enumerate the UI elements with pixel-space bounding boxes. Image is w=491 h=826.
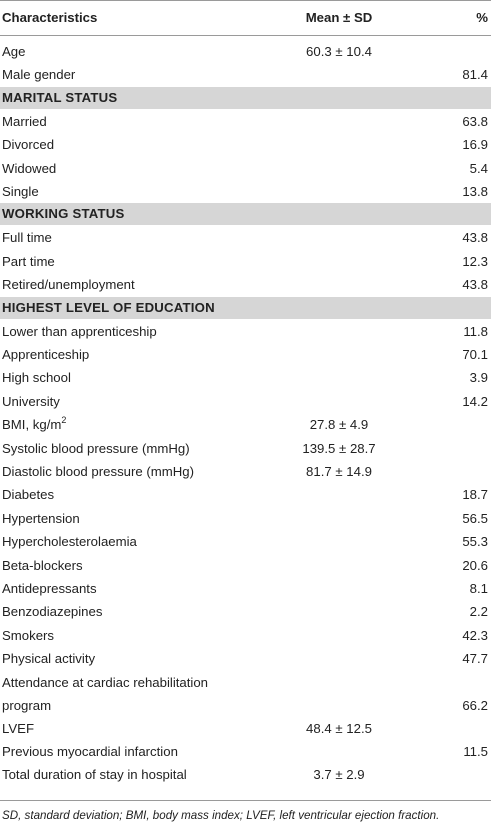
row-percent: 11.5 — [463, 744, 488, 759]
table-row — [0, 507, 491, 530]
row-mean-sd: 60.3 ± 10.4 — [306, 44, 372, 59]
table-row — [0, 671, 491, 717]
table-row — [0, 110, 491, 133]
table-row — [0, 133, 491, 156]
row-label-continued: program — [2, 697, 52, 713]
row-percent: 8.1 — [469, 581, 488, 596]
table-row — [0, 740, 491, 763]
row-percent: 56.5 — [462, 510, 488, 526]
row-label: Previous myocardial infarction — [2, 744, 178, 759]
row-label: Apprenticeship — [2, 347, 90, 362]
table-row — [0, 763, 491, 786]
table-row — [0, 413, 491, 436]
row-percent: 3.9 — [469, 370, 488, 386]
row-percent: 42.3 — [462, 627, 488, 643]
table-row — [0, 226, 491, 249]
row-label: High school — [2, 370, 71, 386]
row-label: Beta-blockers — [2, 557, 83, 573]
row-label: Systolic blood pressure (mmHg) — [2, 440, 190, 456]
row-percent: 43.8 — [462, 277, 488, 293]
row-label: Widowed — [2, 160, 57, 176]
section-header-row — [0, 203, 491, 225]
section-title: WORKING STATUS — [2, 206, 125, 222]
header-mean-sd: Mean ± SD — [305, 10, 373, 25]
table-row — [0, 577, 491, 600]
row-label: Hypercholesterolaemia — [2, 534, 137, 550]
row-label: Hypertension — [2, 510, 80, 526]
row-percent: 47.7 — [462, 651, 488, 667]
header-characteristics: Characteristics — [2, 10, 98, 25]
table-row — [0, 460, 491, 483]
table-footnote: SD, standard deviation; BMI, body mass index; LVEF, left ventricular ejection fraction. — [2, 809, 440, 822]
row-percent: 20.6 — [462, 557, 488, 573]
row-percent: 13.8 — [462, 184, 488, 199]
row-label: Attendance at cardiac rehabilitation — [2, 674, 209, 690]
table-row — [0, 180, 491, 203]
table-row — [0, 647, 491, 670]
section-header-row — [0, 87, 491, 109]
header-top-rule — [0, 0, 491, 1]
row-percent: 16.9 — [462, 137, 488, 153]
row-label: Lower than apprenticeship — [2, 323, 157, 339]
header-bottom-rule — [0, 35, 491, 36]
table-row — [0, 390, 491, 413]
table-row — [0, 343, 491, 366]
row-label: BMI, $kg/m^2$ — [2, 414, 67, 433]
table-row — [0, 624, 491, 647]
row-label: Part time — [2, 253, 55, 269]
row-label: LVEF — [2, 720, 35, 736]
section-title: MARITAL STATUS — [2, 89, 118, 105]
row-label: University — [2, 393, 60, 409]
header-percent: % — [476, 10, 488, 25]
row-percent: 66.2 — [462, 697, 488, 713]
table-row — [0, 40, 491, 63]
table-row — [0, 717, 491, 740]
row-percent: 81.4 — [462, 67, 488, 83]
row-label: Diabetes — [2, 487, 55, 503]
row-mean-sd: 139.5 ± 28.7 — [302, 440, 376, 456]
table-row — [0, 250, 491, 273]
row-percent: 12.3 — [462, 253, 488, 269]
row-label: Diastolic blood pressure (mmHg) — [2, 464, 195, 479]
row-percent: 43.8 — [462, 230, 488, 246]
row-percent: 5.4 — [469, 160, 488, 176]
row-mean-sd: 48.4 ± 12.5 — [306, 720, 372, 736]
table-row — [0, 530, 491, 553]
table-header-row — [0, 0, 491, 34]
row-label: Divorced — [2, 137, 55, 153]
row-percent: 14.2 — [462, 393, 488, 409]
row-label: Single — [2, 184, 39, 199]
row-percent: 63.8 — [462, 113, 488, 129]
row-percent: 55.3 — [462, 534, 488, 550]
row-label: Retired/unemployment — [2, 277, 135, 293]
section-title: HIGHEST LEVEL OF EDUCATION — [2, 299, 215, 315]
row-mean-sd: 3.7 ± 2.9 — [313, 767, 365, 783]
table-row — [0, 273, 491, 296]
table-row — [0, 320, 491, 343]
row-label: Benzodiazepines — [2, 604, 103, 620]
table-row — [0, 483, 491, 506]
row-percent: 70.1 — [462, 347, 488, 362]
table-row — [0, 437, 491, 460]
row-label: Full time — [2, 230, 52, 246]
table-row — [0, 554, 491, 577]
row-mean-sd: 27.8 ± 4.9 — [309, 417, 369, 433]
table-row — [0, 600, 491, 623]
superscript: 2 — [61, 414, 67, 425]
row-label: Total duration of stay in hospital — [2, 767, 187, 783]
row-label: Male gender — [2, 67, 76, 83]
row-label: Age — [2, 44, 26, 59]
row-percent: 11.8 — [463, 323, 488, 339]
row-label: Physical activity — [2, 651, 96, 667]
row-mean-sd: 81.7 ± 14.9 — [306, 464, 372, 479]
row-percent: 18.7 — [462, 487, 488, 503]
row-label: Married — [2, 113, 47, 129]
table-row — [0, 366, 491, 389]
row-label: Smokers — [2, 627, 55, 643]
row-percent: 2.2 — [469, 604, 488, 620]
row-label: Antidepressants — [2, 581, 97, 596]
table-row — [0, 63, 491, 86]
table-bottom-rule — [0, 800, 491, 801]
table-row — [0, 157, 491, 180]
section-header-row — [0, 297, 491, 319]
